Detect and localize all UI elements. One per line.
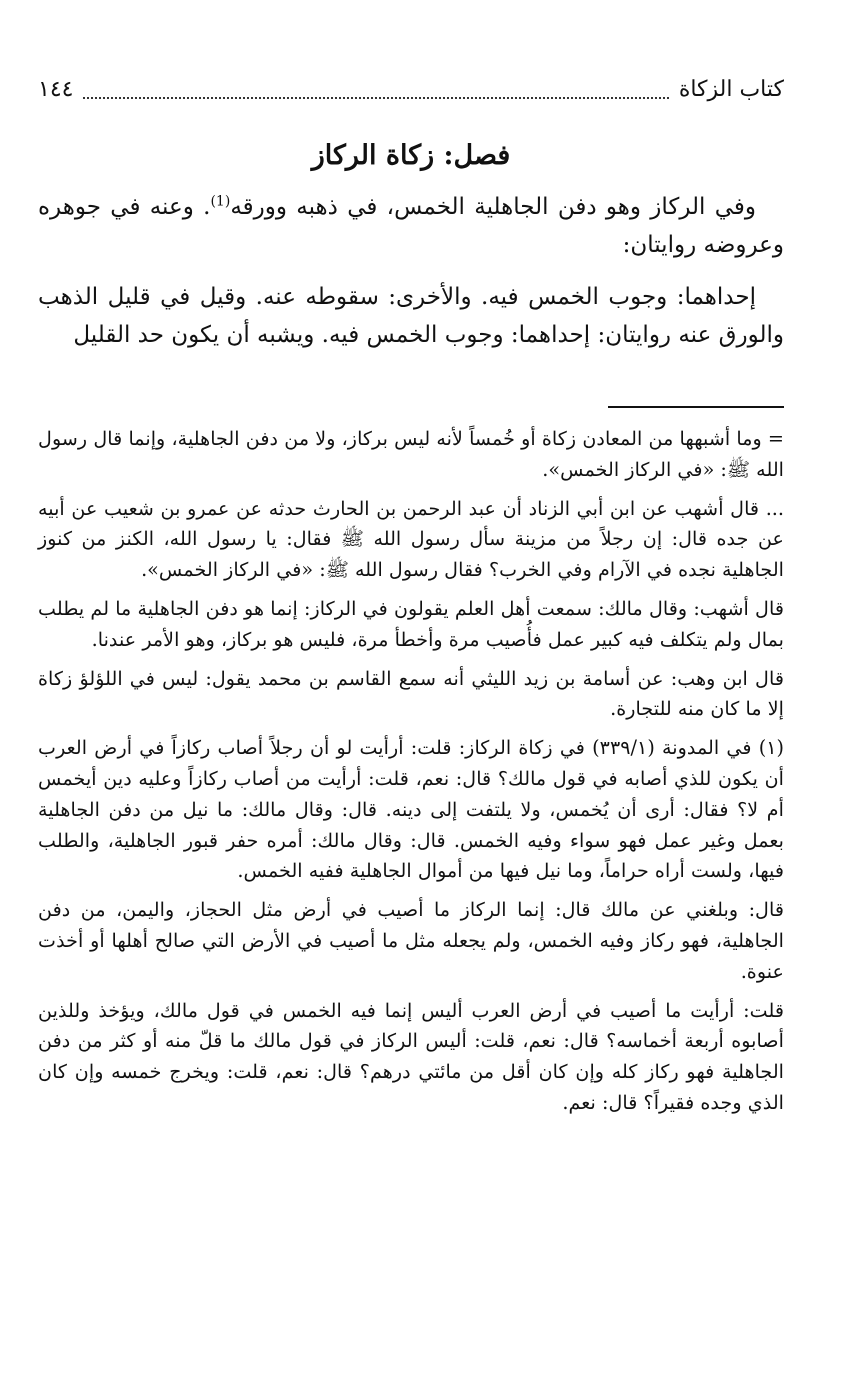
para1-text: وفي الركاز وهو دفن الجاهلية الخمس، في ذهبه وورقه xyxy=(230,194,756,220)
para1-text-end: . وعنه في جوهره وعروضه روايتان: xyxy=(38,194,784,258)
footnote-paragraph: قال: وبلغني عن مالك قال: إنما الركاز ما أصيب في أرض مثل الحجاز، واليمن، من دفن الجاهلية، فهو ركاز وفيه الخمس، ولم يجعله مثل ما أصيب في الأرض التي صالح أهلها أو أخذت عنوة. xyxy=(38,898,784,983)
leader-dots xyxy=(83,97,668,99)
footnote-paragraph: قال أشهب: وقال مالك: سمعت أهل العلم يقولون في الركاز: إنما هو دفن الجاهلية ما لم يطلب بمال ولم يتكلف فيه كبير عمل فأُصيب مرة وأخطأ مرة، فليس هو بركاز، وهو الأمر عندنا. xyxy=(38,596,784,651)
section-title: فصل: زكاة الركاز xyxy=(311,140,511,171)
footnote-paragraph: = وما أشبهها من المعادن زكاة أو خُمساً لأنه ليس بركاز، ولا من دفن الجاهلية، وإنما قال رسول الله ﷺ: «في الركاز الخمس». xyxy=(38,427,784,481)
footnote-paragraph: (١) في المدونة (٣٣٩/١) في زكاة الركاز: قلت: أرأيت لو أن رجلاً أصاب ركازاً في أرض العرب أن يكون للذي أصابه في قول مالك؟ قال: نعم، قلت: أرأيت من أصاب ركازاً وعليه دين أيخمس أم لا؟ فقال: أرى أن يُخمس، ولا يلتفت إلى دينه. قال: وقال مالك: ما نيل من دفن الجاهلية بعمل وغير عمل فهو سواء وفيه الخمس. قال: وقال مالك: أمره حفر قبور الجاهلية، والطلب فيها، ولست أراه حراماً، وما نيل فيها من أموال الجاهلية ففيه الخمس. xyxy=(38,736,785,883)
main-paragraph-2: إحداهما: وجوب الخمس فيه. والأخرى: سقوطه عنه. وقيل في قليل الذهب والورق عنه روايتان: إحداهما: وجوب الخمس فيه. ويشبه أن يكون حد القليل xyxy=(38,284,784,348)
book-title: كتاب الزكاة xyxy=(678,77,784,102)
footnote-reference: (1) xyxy=(210,193,231,210)
footnote-paragraph: ... قال أشهب عن ابن أبي الزناد أن عبد الرحمن بن الحارث حدثه عن عمرو بن شعيب عن أبيه عن جده قال: إن رجلاً من مزينة سأل رسول الله ﷺ فقال: يا رسول الله، الكنز من كنوز الجاهلية نجده في الآرام وفي الخرب؟ فقال رسول الله ﷺ: «في الركاز الخمس». xyxy=(38,496,784,582)
running-header xyxy=(38,70,784,110)
footnote-paragraph: قلت: أرأيت ما أصيب في أرض العرب أليس إنما فيه الخمس في قول مالك، ويؤخذ وللذين أصابوه أربعة أخماسه؟ قال: نعم، قلت: أليس الركاز في قول مالك ما قلّ منه أو كثر من دفن الجاهلية فهو ركاز كله وإن كان أقل من مائتي درهم؟ قال: نعم، قلت: ويخرج خمسه وإن كان الذي وجده فقيراً؟ قال: نعم. xyxy=(38,998,784,1114)
footnote-separator xyxy=(608,406,784,408)
page-number: ١٤٤ xyxy=(38,77,74,102)
footnote-paragraph: قال ابن وهب: عن أسامة بن زيد الليثي أنه سمع القاسم بن محمد يقول: ليس في اللؤلؤ زكاة إلا ما كان منه للتجارة. xyxy=(38,666,784,721)
book-page xyxy=(38,60,784,1360)
footnotes xyxy=(38,424,784,1127)
main-paragraph-1 xyxy=(38,188,784,264)
main-text xyxy=(38,188,784,368)
